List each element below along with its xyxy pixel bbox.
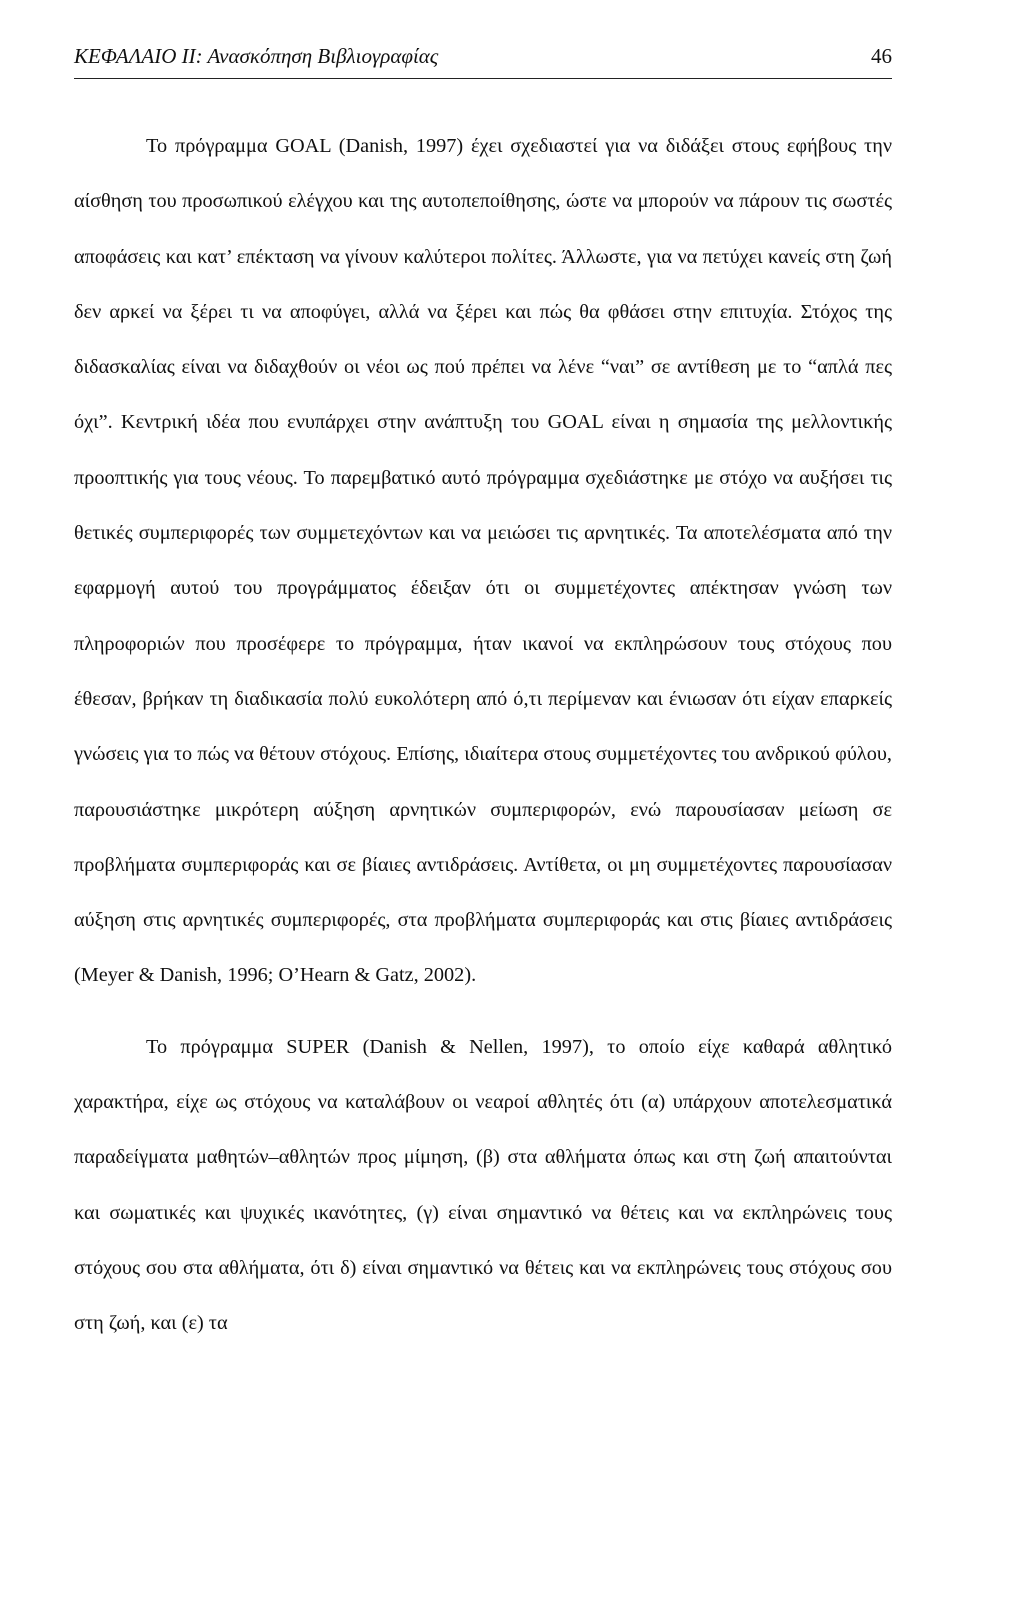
paragraph-goal-program: Το πρόγραμμα GOAL (Danish, 1997) έχει σχεδιαστεί για να διδάξει στους εφήβους την αίσθηση του προσωπικού ελέγχου και της αυτοπεποίθησης, ώστε να μπορούν να πάρουν τις σωστές αποφάσεις και κατ’ επέκταση να γίνουν καλύτεροι πολίτες. Άλλωστε, για να πετύχει κανείς στη ζωή δεν αρκεί να ξέρει τι να αποφύγει, αλλά να ξέρει και πώς θα φθάσει στην επιτυχία. Στόχος της διδασκαλίας είναι να διδαχθούν οι νέοι ως πού πρέπει να λένε “ναι” σε αντίθεση με το “απλά πες όχι”. Κεντρική ιδέα που ενυπάρχει στην ανάπτυξη του GOAL είναι η σημασία της μελλοντικής προοπτικής για τους νέους. Το παρεμβατικό αυτό πρόγραμμα σχεδιάστηκε με στόχο να αυξήσει τις θετικές συμπεριφορές των συμμετεχόντων και να μειώσει τις αρνητικές. Τα αποτελέσματα από την εφαρμογή αυτού του προγράμματος έδειξαν ότι οι συμμετέχοντες απέκτησαν γνώση των πληροφοριών που προσέφερε το πρόγραμμα, ήταν ικανοί να εκπληρώσουν τους στόχους που έθεσαν, βρήκαν τη διαδικασία πολύ ευκολότερη από ό,τι περίμεναν και ένιωσαν ότι είχαν επαρκείς γνώσεις για το πώς να θέτουν στόχους. Επίσης, ιδιαίτερα στους συμμετέχοντες του ανδρικού φύλου, παρουσιάστηκε μικρότερη αύξηση αρνητικών συμπεριφορών, ενώ παρουσίασαν μείωση σε προβλήματα συμπεριφοράς και σε βίαιες αντιδράσεις. Αντίθετα, οι μη συμμετέχοντες παρουσίασαν αύξηση στις αρνητικές συμπεριφορές, στα προβλήματα συμπεριφοράς και στις βίαιες αντιδράσεις (Meyer & Danish, 1996; O’Hearn & Gatz, 2002). — [74, 135, 892, 987]
page-number: 46 — [871, 44, 892, 68]
paragraph-super-program: Το πρόγραμμα SUPER (Danish & Nellen, 1997), το οποίο είχε καθαρά αθλητικό χαρακτήρα, είχε ως στόχους να καταλάβουν οι νεαροί αθλητές ότι (α) υπάρχουν αποτελεσματικά παραδείγματα μαθητών–αθλητών προς μίμηση, (β) στα αθλήματα όπως και στη ζωή απαιτούνται και σωματικές και ψυχικές ικανότητες, (γ) είναι σημαντικό να θέτεις και να εκπληρώνεις τους στόχους σου στα αθλήματα, ότι δ) είναι σημαντικό να θέτεις και να εκπληρώνεις τους στόχους σου στη ζωή, και (ε) τα — [74, 1035, 892, 1335]
running-header — [74, 44, 892, 79]
chapter-title: ΚΕΦΑΛΑΙΟ ΙΙ: Ανασκόπηση Βιβλιογραφίας — [74, 44, 439, 68]
body-text — [74, 119, 892, 1352]
